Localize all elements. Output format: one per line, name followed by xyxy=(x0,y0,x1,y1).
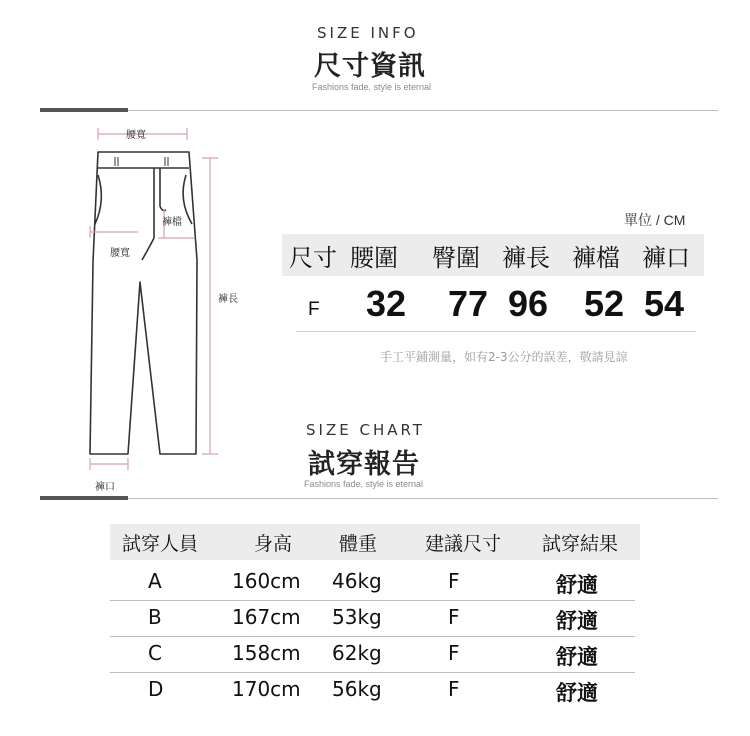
size-info-title-zh: 尺寸資訊 xyxy=(314,51,426,82)
unit-label: 單位 / CM xyxy=(624,212,686,228)
size-header-cell: 褲口 xyxy=(642,243,690,272)
size-table-row xyxy=(296,279,696,332)
tester-cell: B xyxy=(148,605,162,629)
size-info-title-en: SIZE INFO xyxy=(317,24,419,42)
tester-cell: D xyxy=(148,677,164,701)
height-cell: 158cm xyxy=(232,641,301,665)
table-row xyxy=(110,600,635,637)
size-cell: F xyxy=(308,299,320,320)
diagram-label-hem: 褲口 xyxy=(95,482,115,493)
try-header-cell: 試穿結果 xyxy=(542,533,619,555)
pants-diagram xyxy=(80,120,280,500)
size-cell: F xyxy=(448,569,460,593)
height-cell: 160cm xyxy=(232,569,301,593)
table-row xyxy=(110,636,635,673)
result-cell: 舒適 xyxy=(556,645,598,669)
divider-line xyxy=(40,110,718,111)
try-header-cell: 建議尺寸 xyxy=(425,533,502,555)
divider-accent xyxy=(40,496,128,500)
result-cell: 舒適 xyxy=(556,681,598,705)
size-chart-title-zh: 試穿報告 xyxy=(308,449,420,480)
try-header-cell: 身高 xyxy=(254,533,293,555)
size-header-cell: 臀圍 xyxy=(432,243,480,272)
weight-cell: 56kg xyxy=(332,677,382,701)
size-cell: 96 xyxy=(508,283,549,324)
diagram-label-length: 褲長 xyxy=(218,294,238,305)
size-cell: F xyxy=(448,605,460,629)
weight-cell: 46kg xyxy=(332,569,382,593)
diagram-label-waist-side: 腰寬 xyxy=(110,248,130,259)
diagram-label-waist-top: 腰寬 xyxy=(126,130,146,141)
weight-cell: 62kg xyxy=(332,641,382,665)
weight-cell: 53kg xyxy=(332,605,382,629)
measurement-note: 手工平鋪測量，如有2-3公分的誤差，敬請見諒 xyxy=(380,350,628,364)
size-cell: F xyxy=(448,677,460,701)
pants-outline-icon xyxy=(90,152,197,454)
size-cell: 54 xyxy=(644,283,685,324)
size-chart-tagline: Fashions fade, style is eternal xyxy=(304,479,424,489)
size-info-tagline: Fashions fade, style is eternal xyxy=(312,82,432,92)
size-table-header xyxy=(282,234,704,276)
table-row xyxy=(110,672,635,708)
result-cell: 舒適 xyxy=(556,609,598,633)
height-cell: 167cm xyxy=(232,605,301,629)
try-header-cell: 試穿人員 xyxy=(122,533,199,555)
divider-line xyxy=(40,498,718,499)
diagram-label-rise: 褲檔 xyxy=(162,217,182,228)
size-chart-title-en: SIZE CHART xyxy=(306,421,425,439)
height-cell: 170cm xyxy=(232,677,301,701)
try-on-header xyxy=(110,524,640,560)
size-cell: 52 xyxy=(584,283,625,324)
size-header-cell: 腰圍 xyxy=(350,243,398,272)
size-header-cell: 尺寸 xyxy=(289,243,337,272)
size-cell: 32 xyxy=(366,283,407,324)
tester-cell: C xyxy=(148,641,162,665)
result-cell: 舒適 xyxy=(556,573,598,597)
size-header-cell: 褲檔 xyxy=(572,243,620,272)
divider-accent xyxy=(40,108,128,112)
table-row xyxy=(110,564,635,601)
tester-cell: A xyxy=(148,569,162,593)
size-cell: F xyxy=(448,641,460,665)
size-cell: 77 xyxy=(448,283,489,324)
size-header-cell: 褲長 xyxy=(502,243,550,272)
try-header-cell: 體重 xyxy=(339,533,378,555)
